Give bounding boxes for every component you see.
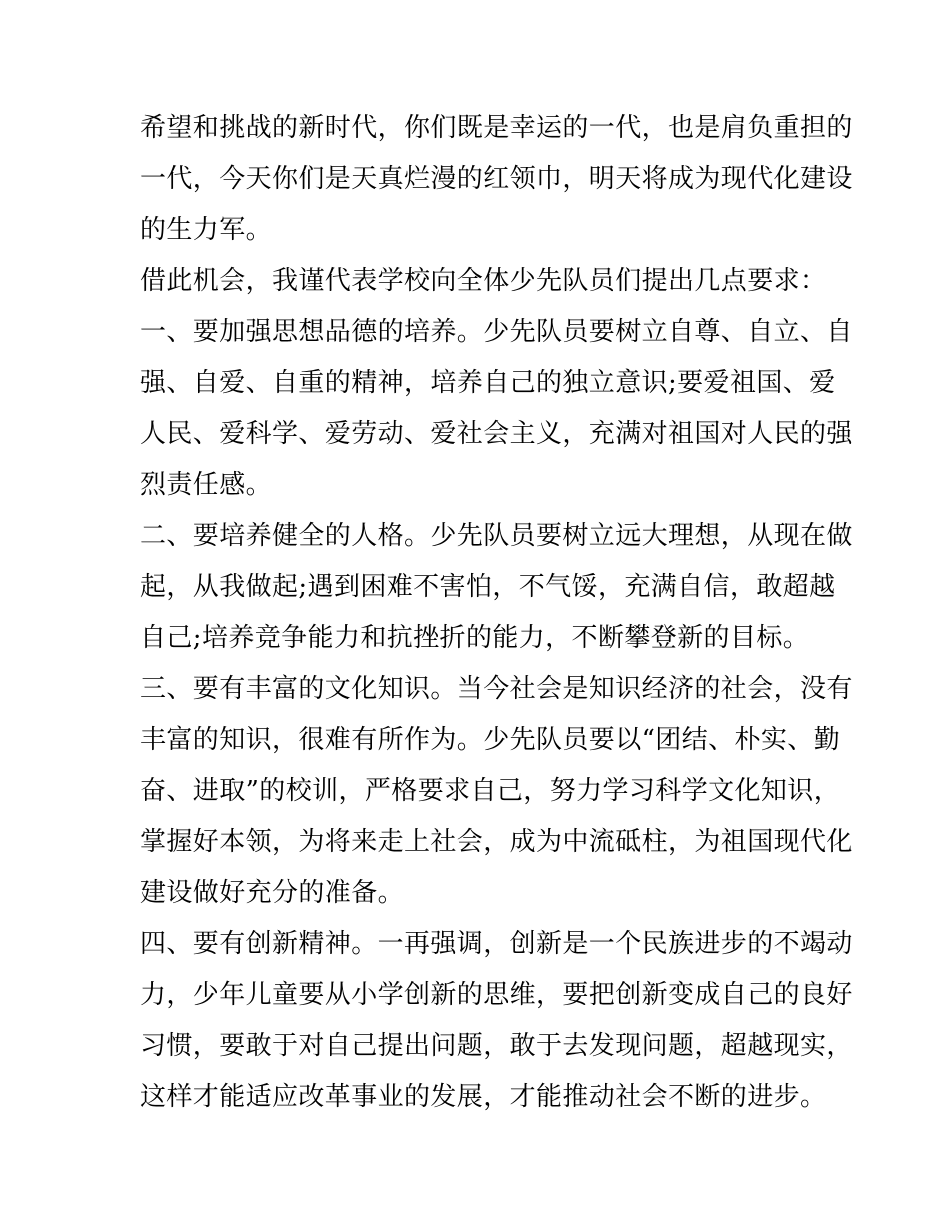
text-line: 丰富的知识，很难有所作为。少先队员要以“团结、朴实、勤 xyxy=(140,725,841,755)
text-line: 强、自爱、自重的精神，培养自己的独立意识;要爱祖国、爱 xyxy=(140,368,836,398)
text-line: 烈责任感。 xyxy=(140,470,273,500)
text-line: 习惯，要敢于对自己提出问题，敢于去发现问题，超越现实， xyxy=(140,1031,853,1061)
text-line: 四、要有创新精神。一再强调，创新是一个民族进步的不竭动 xyxy=(140,929,853,959)
text-line: 奋、进取”的校训，严格要求自己，努力学习科学文化知识， xyxy=(140,776,841,806)
document-body-text xyxy=(140,103,853,1123)
text-line: 人民、爱科学、爱劳动、爱社会主义，充满对祖国对人民的强 xyxy=(140,419,853,449)
text-line: 起，从我做起;遇到困难不害怕，不气馁，充满自信，敢超越 xyxy=(140,572,836,602)
text-line: 三、要有丰富的文化知识。当今社会是知识经济的社会，没有 xyxy=(140,674,853,704)
text-line: 希望和挑战的新时代，你们既是幸运的一代，也是肩负重担的 xyxy=(140,113,853,143)
text-line: 借此机会，我谨代表学校向全体少先队员们提出几点要求： xyxy=(140,266,827,296)
text-line: 一、要加强思想品德的培养。少先队员要树立自尊、自立、自 xyxy=(140,317,853,347)
text-line: 力，少年儿童要从小学创新的思维，要把创新变成自己的良好 xyxy=(140,980,853,1010)
text-line: 自己;培养竞争能力和抗挫折的能力，不断攀登新的目标。 xyxy=(140,623,810,653)
text-line: 二、要培养健全的人格。少先队员要树立远大理想，从现在做 xyxy=(140,521,853,551)
text-line: 这样才能适应改革事业的发展，才能推动社会不断的进步。 xyxy=(140,1082,827,1112)
text-line: 一代，今天你们是天真烂漫的红领巾，明天将成为现代化建设 xyxy=(140,164,853,194)
text-line: 建设做好充分的准备。 xyxy=(140,878,405,908)
text-line: 的生力军。 xyxy=(140,215,273,245)
text-line: 掌握好本领，为将来走上社会，成为中流砥柱，为祖国现代化 xyxy=(140,827,853,857)
